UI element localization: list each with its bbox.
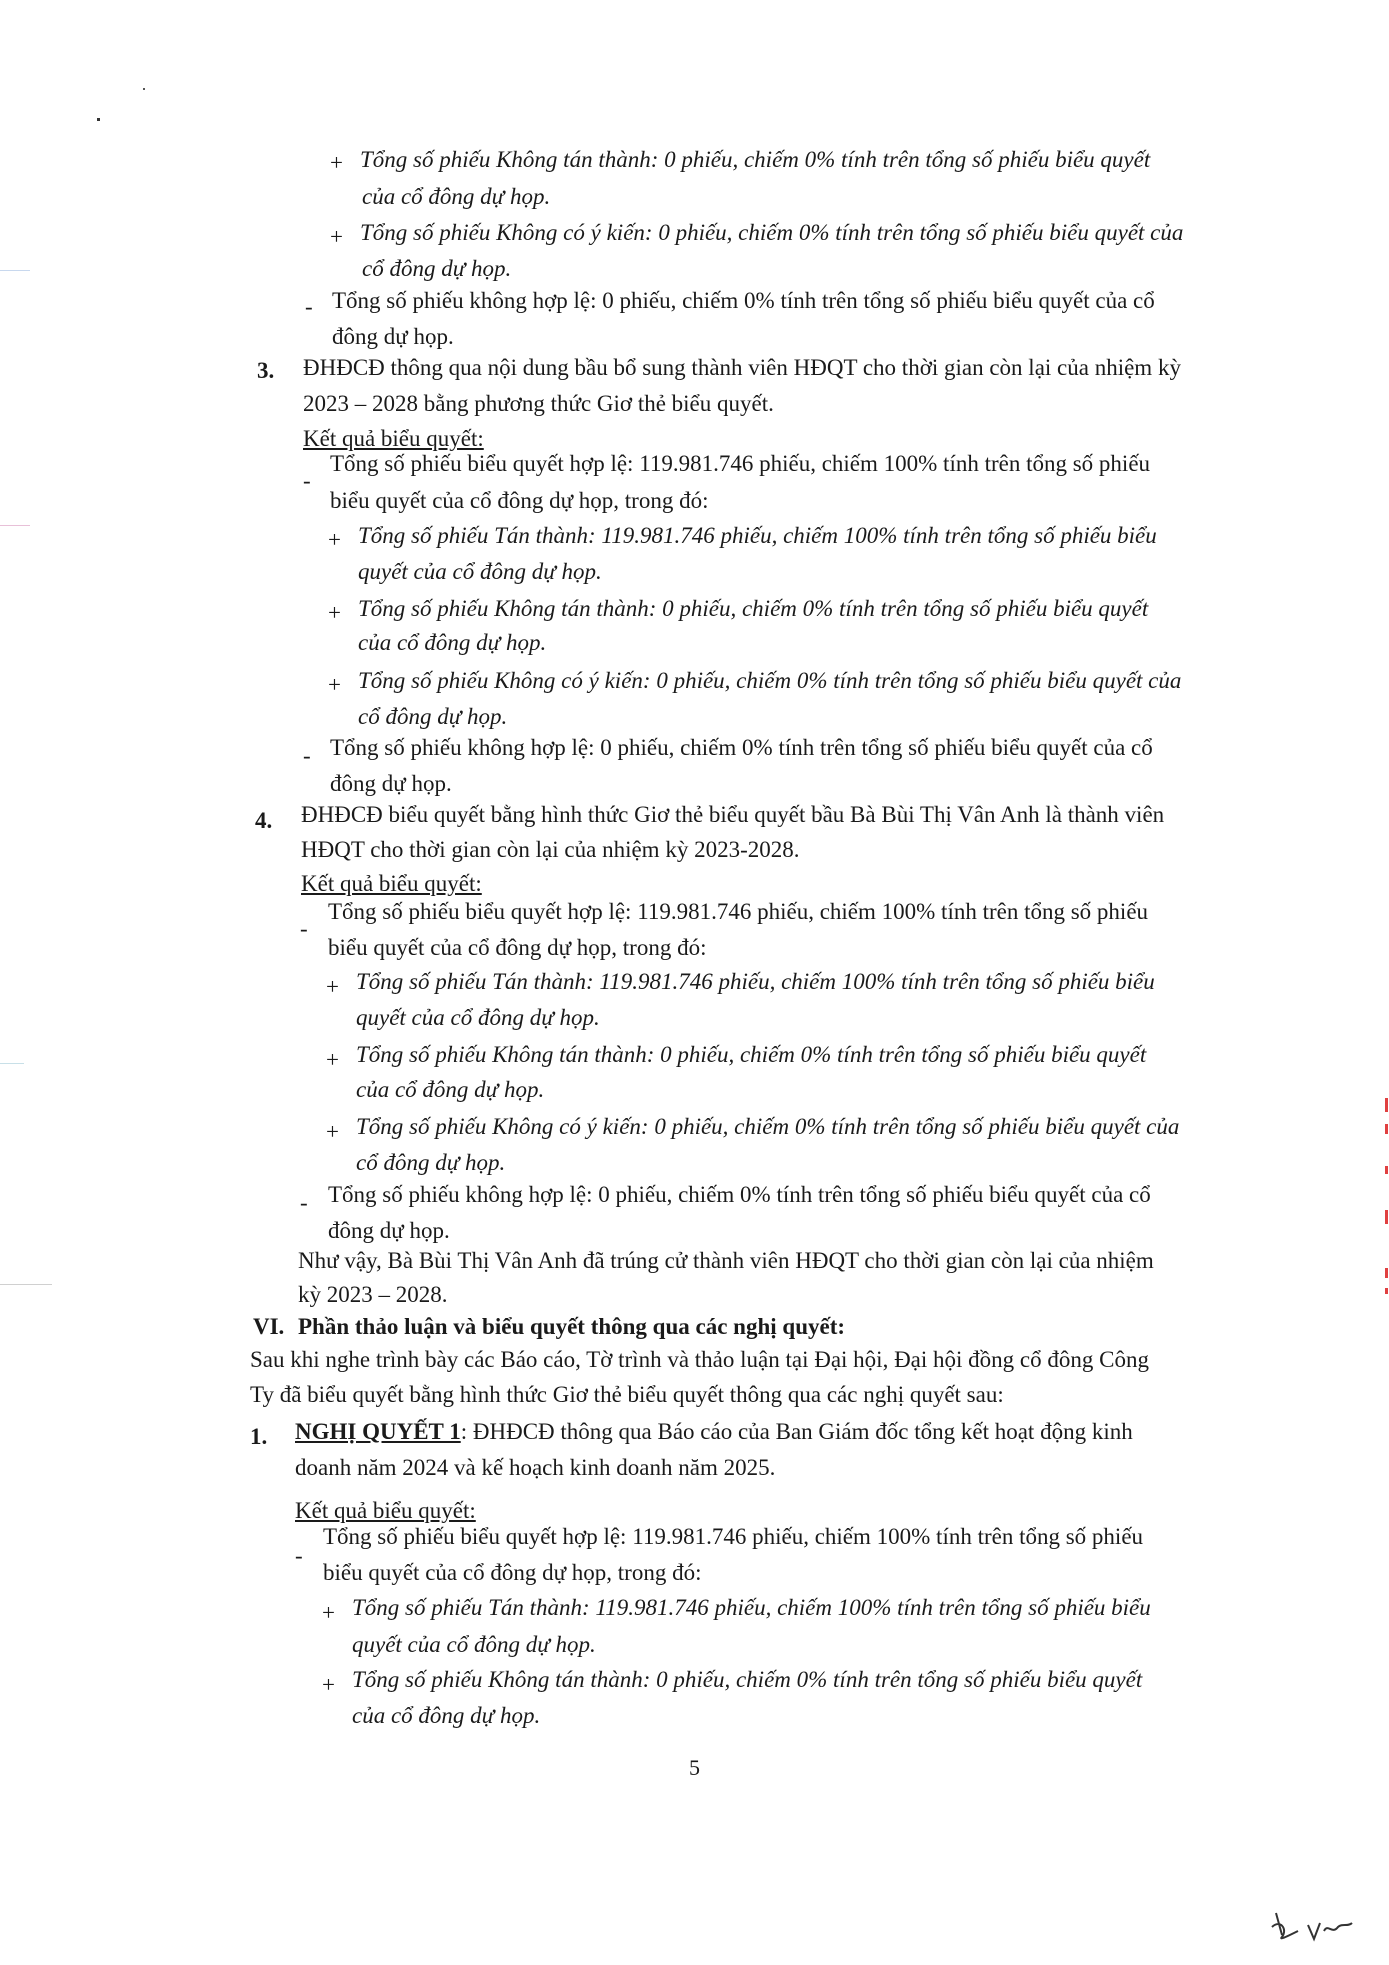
- bullet-plus: +: [328, 672, 341, 697]
- paragraph-line: của cổ đông dự họp.: [358, 630, 547, 655]
- bullet-dash: -: [303, 468, 311, 493]
- paragraph-line: của cổ đông dự họp.: [352, 1703, 541, 1728]
- paragraph-line: Sau khi nghe trình bày các Báo cáo, Tờ trình và thảo luận tại Đại hội, Đại hội đồng cổ đông Công: [250, 1347, 1149, 1372]
- bullet-plus: +: [326, 1047, 339, 1072]
- paragraph-line: cổ đông dự họp.: [358, 704, 508, 729]
- bullet-plus: +: [322, 1672, 335, 1697]
- scan-edge-mark: [1385, 1268, 1388, 1278]
- paragraph-line: của cổ đông dự họp.: [356, 1077, 545, 1102]
- item-number: 4.: [255, 808, 273, 833]
- item-number: 3.: [257, 358, 275, 383]
- paragraph-line: đông dự họp.: [330, 771, 452, 796]
- bullet-dash: -: [303, 743, 311, 768]
- scan-edge-mark: [1385, 1124, 1388, 1134]
- scan-edge-mark: [1385, 1166, 1388, 1174]
- bullet-plus: +: [330, 150, 343, 175]
- resolution-text: : ĐHĐCĐ thông qua Báo cáo của Ban Giám đốc tổng kết hoạt động kinh: [460, 1419, 1133, 1444]
- paragraph-line: quyết của cổ đông dự họp.: [352, 1632, 596, 1657]
- bullet-dash: -: [295, 1543, 303, 1568]
- paragraph-line: biểu quyết của cổ đông dự họp, trong đó:: [330, 488, 709, 513]
- paragraph-line: doanh năm 2024 và kế hoạch kinh doanh năm 2025.: [295, 1455, 776, 1480]
- scan-edge-mark: [0, 270, 30, 271]
- paragraph-line: ĐHĐCĐ biểu quyết bằng hình thức Giơ thẻ biểu quyết bầu Bà Bùi Thị Vân Anh là thành viên: [301, 802, 1165, 827]
- scan-edge-mark: [0, 1063, 24, 1064]
- paragraph-line: Tổng số phiếu Không có ý kiến: 0 phiếu, chiếm 0% tính trên tổng số phiếu biểu quyết của: [360, 220, 1184, 245]
- paragraph-line: Tổng số phiếu Không tán thành: 0 phiếu, chiếm 0% tính trên tổng số phiếu biểu quyết: [352, 1667, 1143, 1692]
- signature-initials: [1268, 1905, 1358, 1950]
- paragraph-line: Tổng số phiếu Không tán thành: 0 phiếu, chiếm 0% tính trên tổng số phiếu biểu quyết: [356, 1042, 1147, 1067]
- paragraph-line: [295, 1417, 1133, 1447]
- scan-dot: [143, 88, 145, 90]
- paragraph-line: đông dự họp.: [328, 1218, 450, 1243]
- paragraph-line: Ty đã biểu quyết bằng hình thức Giơ thẻ biểu quyết thông qua các nghị quyết sau:: [250, 1382, 1004, 1407]
- result-heading: Kết quả biểu quyết:: [295, 1498, 476, 1523]
- bullet-plus: +: [328, 600, 341, 625]
- scan-edge-mark: [1385, 1288, 1388, 1294]
- paragraph-line: quyết của cổ đông dự họp.: [358, 559, 602, 584]
- bullet-plus: +: [326, 974, 339, 999]
- paragraph-line: ĐHĐCĐ thông qua nội dung bầu bổ sung thành viên HĐQT cho thời gian còn lại của nhiệm kỳ: [303, 355, 1181, 380]
- paragraph-line: Tổng số phiếu biểu quyết hợp lệ: 119.981.746 phiếu, chiếm 100% tính trên tổng số phiếu: [323, 1524, 1144, 1549]
- resolution-title: NGHỊ QUYẾT 1: [295, 1419, 461, 1444]
- result-heading: Kết quả biểu quyết:: [303, 426, 484, 451]
- paragraph-line: Tổng số phiếu Không tán thành: 0 phiếu, chiếm 0% tính trên tổng số phiếu biểu quyết: [358, 596, 1149, 621]
- paragraph-line: kỳ 2023 – 2028.: [298, 1282, 448, 1307]
- paragraph-line: quyết của cổ đông dự họp.: [356, 1005, 600, 1030]
- scan-edge-mark: [0, 1284, 52, 1285]
- bullet-plus: +: [328, 527, 341, 552]
- item-number: 1.: [250, 1424, 268, 1449]
- result-heading: Kết quả biểu quyết:: [301, 871, 482, 896]
- paragraph-line: Tổng số phiếu Tán thành: 119.981.746 phiếu, chiếm 100% tính trên tổng số phiếu biểu: [352, 1595, 1151, 1620]
- paragraph-line: Tổng số phiếu không hợp lệ: 0 phiếu, chiếm 0% tính trên tổng số phiếu biểu quyết của cổ: [330, 735, 1153, 760]
- paragraph-line: HĐQT cho thời gian còn lại của nhiệm kỳ 2023-2028.: [301, 837, 800, 862]
- paragraph-line: Tổng số phiếu Không có ý kiến: 0 phiếu, chiếm 0% tính trên tổng số phiếu biểu quyết của: [358, 668, 1182, 693]
- bullet-plus: +: [330, 224, 343, 249]
- bullet-dash: -: [300, 916, 308, 941]
- section-heading: Phần thảo luận và biểu quyết thông qua các nghị quyết:: [298, 1314, 846, 1339]
- paragraph-line: Tổng số phiếu Không có ý kiến: 0 phiếu, chiếm 0% tính trên tổng số phiếu biểu quyết của: [356, 1114, 1180, 1139]
- paragraph-line: Tổng số phiếu không hợp lệ: 0 phiếu, chiếm 0% tính trên tổng số phiếu biểu quyết của cổ: [328, 1182, 1151, 1207]
- paragraph-line: Tổng số phiếu biểu quyết hợp lệ: 119.981.746 phiếu, chiếm 100% tính trên tổng số phiếu: [328, 899, 1149, 924]
- paragraph-line: Tổng số phiếu Không tán thành: 0 phiếu, chiếm 0% tính trên tổng số phiếu biểu quyết: [360, 147, 1151, 172]
- paragraph-line: của cổ đông dự họp.: [362, 184, 551, 209]
- paragraph-line: Tổng số phiếu Tán thành: 119.981.746 phiếu, chiếm 100% tính trên tổng số phiếu biểu: [356, 969, 1155, 994]
- paragraph-line: Tổng số phiếu không hợp lệ: 0 phiếu, chiếm 0% tính trên tổng số phiếu biểu quyết của cổ: [332, 288, 1155, 313]
- paragraph-line: cổ đông dự họp.: [356, 1150, 506, 1175]
- scan-edge-mark: [1385, 1210, 1388, 1224]
- bullet-plus: +: [326, 1119, 339, 1144]
- paragraph-line: biểu quyết của cổ đông dự họp, trong đó:: [328, 935, 707, 960]
- paragraph-line: Tổng số phiếu biểu quyết hợp lệ: 119.981.746 phiếu, chiếm 100% tính trên tổng số phiếu: [330, 451, 1151, 476]
- bullet-dash: -: [300, 1190, 308, 1215]
- scan-dot: [97, 118, 100, 121]
- bullet-plus: +: [322, 1600, 335, 1625]
- page-number: 5: [689, 1755, 700, 1780]
- paragraph-line: biểu quyết của cổ đông dự họp, trong đó:: [323, 1560, 702, 1585]
- paragraph-line: Như vậy, Bà Bùi Thị Vân Anh đã trúng cử thành viên HĐQT cho thời gian còn lại của nhiệm: [298, 1248, 1154, 1273]
- paragraph-line: đông dự họp.: [332, 324, 454, 349]
- paragraph-line: cổ đông dự họp.: [362, 256, 512, 281]
- section-number: VI.: [253, 1314, 285, 1339]
- scan-edge-mark: [0, 525, 30, 526]
- bullet-dash: -: [305, 294, 313, 319]
- scan-edge-mark: [1385, 1098, 1388, 1112]
- paragraph-line: Tổng số phiếu Tán thành: 119.981.746 phiếu, chiếm 100% tính trên tổng số phiếu biểu: [358, 523, 1157, 548]
- paragraph-line: 2023 – 2028 bằng phương thức Giơ thẻ biểu quyết.: [303, 391, 774, 416]
